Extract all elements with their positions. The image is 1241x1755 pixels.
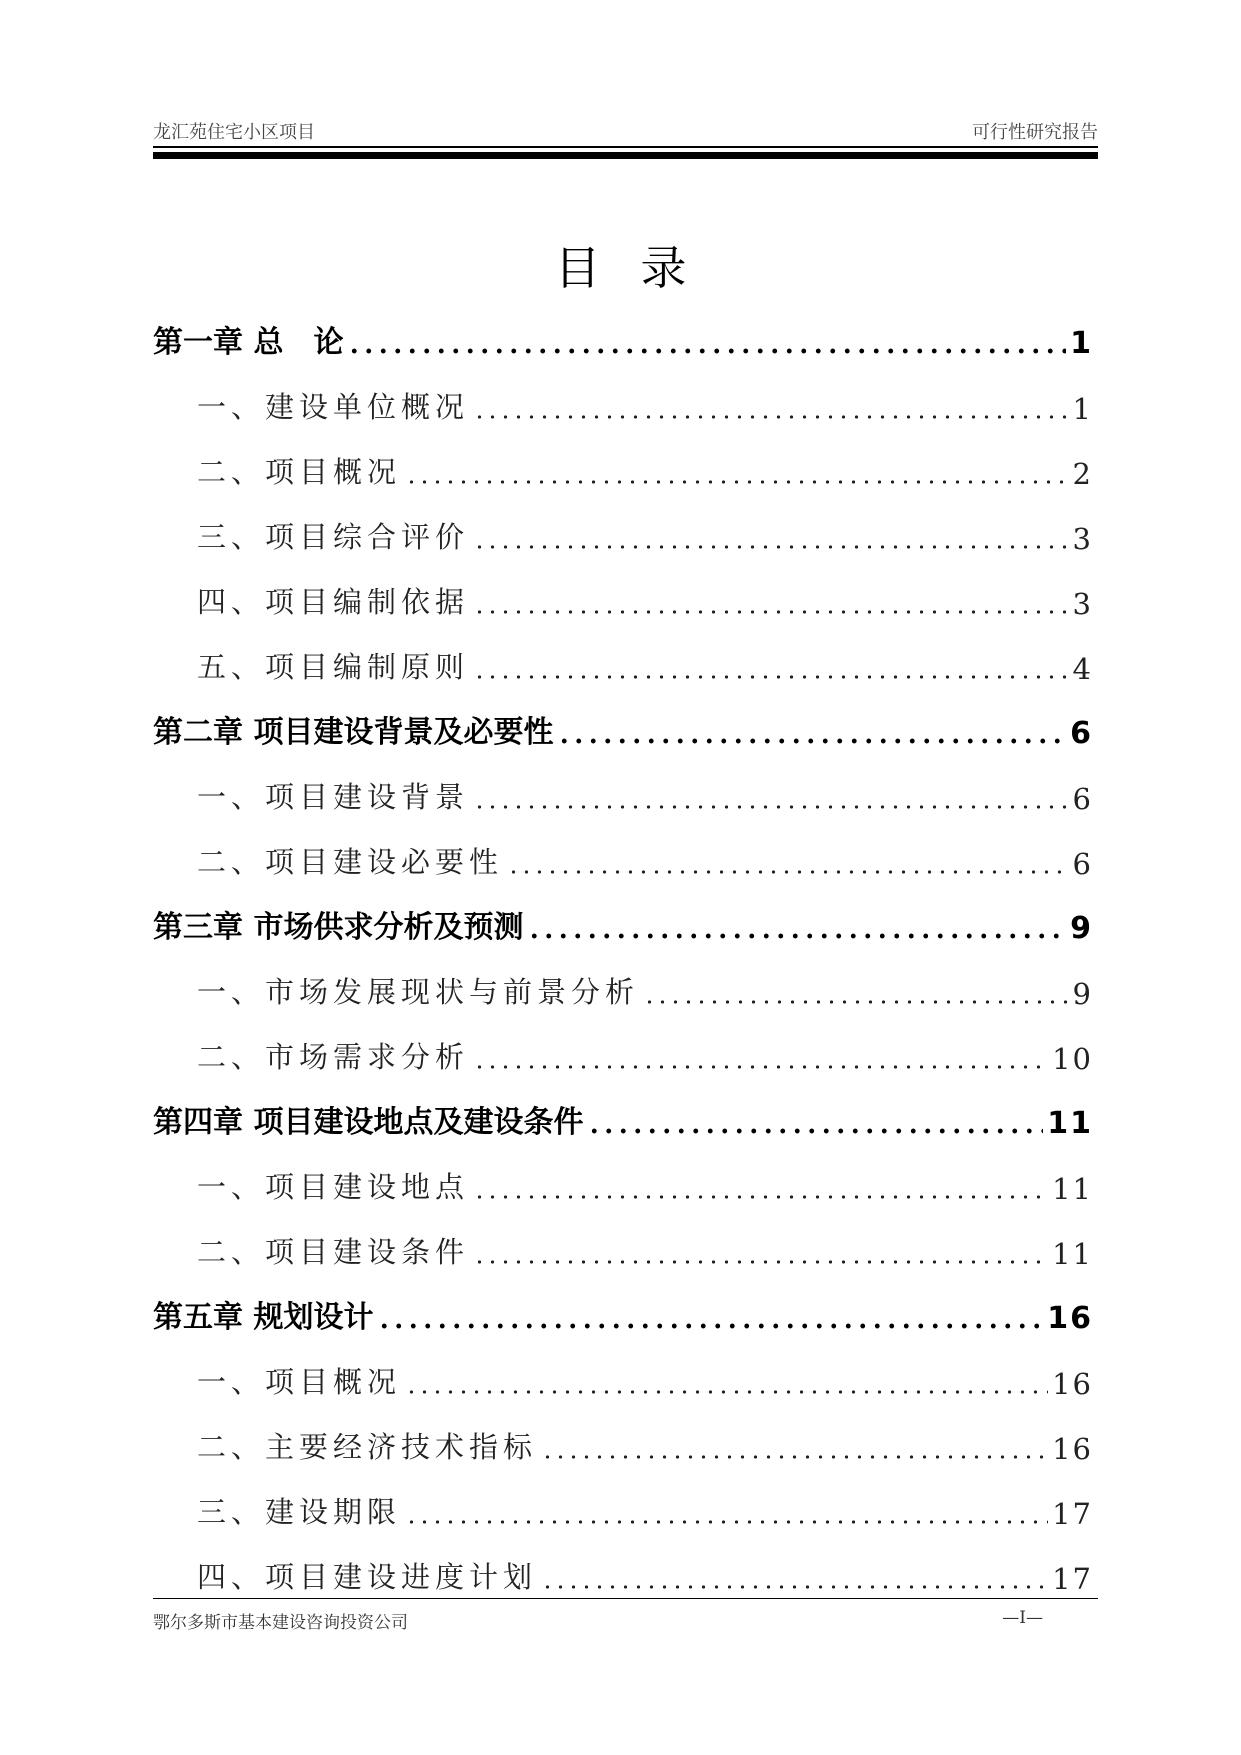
- page-number: —I—: [1002, 1608, 1043, 1628]
- toc-entry-page-number: 9: [1072, 977, 1093, 1011]
- toc-entry-page-number: 16: [1052, 1367, 1093, 1401]
- toc-entry-label: 一、市场发展现状与前景分析: [197, 975, 640, 1009]
- toc-entry-page-number: 11: [1052, 1237, 1093, 1271]
- toc-section-entry[interactable]: [153, 491, 1093, 556]
- toc-section-entry[interactable]: [153, 751, 1093, 816]
- toc-chapter-entry[interactable]: [153, 1076, 1093, 1141]
- dot-leader: [473, 1260, 1048, 1264]
- toc-entry-label: 第一章 总 论: [153, 325, 344, 360]
- dot-leader: [473, 675, 1069, 679]
- toc-entry-page-number: 3: [1072, 522, 1093, 556]
- toc-entry-label: 四、项目建设进度计划: [197, 1560, 538, 1594]
- dot-leader: [473, 805, 1069, 809]
- dot-leader: [405, 480, 1069, 484]
- toc-entry-label: 第四章 项目建设地点及建设条件: [153, 1105, 584, 1140]
- toc-entry-page-number: 17: [1052, 1562, 1093, 1596]
- dot-leader: [473, 545, 1069, 549]
- dot-leader: [405, 1520, 1048, 1524]
- toc-entry-label: 二、主要经济技术指标: [197, 1430, 538, 1464]
- page-footer: [153, 1604, 1098, 1634]
- dot-leader: [643, 1000, 1069, 1004]
- toc-section-entry[interactable]: [153, 1401, 1093, 1466]
- dot-leader: [541, 1585, 1048, 1589]
- toc-chapter-entry[interactable]: [153, 1271, 1093, 1336]
- header-document-type: 可行性研究报告: [972, 122, 1098, 143]
- dot-leader: [377, 1323, 1043, 1329]
- toc-entry-page-number: 3: [1072, 587, 1093, 621]
- toc-entry-page-number: 1: [1072, 392, 1093, 426]
- dot-leader: [473, 1195, 1048, 1199]
- dot-leader: [347, 348, 1066, 354]
- dot-leader: [527, 933, 1066, 939]
- footer-company-name: 鄂尔多斯市基本建设咨询投资公司: [153, 1613, 408, 1633]
- toc-entry-page-number: 16: [1047, 1301, 1093, 1336]
- toc-entry-page-number: 11: [1052, 1172, 1093, 1206]
- toc-section-entry[interactable]: [153, 1206, 1093, 1271]
- toc-chapter-entry[interactable]: [153, 686, 1093, 751]
- toc-section-entry[interactable]: [153, 1141, 1093, 1206]
- toc-section-entry[interactable]: [153, 426, 1093, 491]
- toc-entry-label: 五、项目编制原则: [197, 650, 470, 684]
- toc-section-entry[interactable]: [153, 1531, 1093, 1596]
- toc-section-entry[interactable]: [153, 556, 1093, 621]
- header-rule-thick: [153, 152, 1098, 159]
- toc-section-entry[interactable]: [153, 946, 1093, 1011]
- toc-entry-label: 四、项目编制依据: [197, 585, 470, 619]
- toc-entry-page-number: 6: [1072, 782, 1093, 816]
- toc-entry-label: 一、建设单位概况: [197, 390, 470, 424]
- toc-entry-label: 三、建设期限: [197, 1495, 402, 1529]
- toc-entry-label: 二、市场需求分析: [197, 1040, 470, 1074]
- toc-entry-label: 第三章 市场供求分析及预测: [153, 910, 524, 945]
- header-project-name: 龙汇苑住宅小区项目: [153, 122, 315, 143]
- toc-entry-page-number: 2: [1072, 457, 1093, 491]
- toc-chapter-entry[interactable]: [153, 881, 1093, 946]
- page-header: [153, 112, 1098, 143]
- toc-entry-label: 一、项目建设地点: [197, 1170, 470, 1204]
- toc-entry-label: 一、项目建设背景: [197, 780, 470, 814]
- toc-entry-label: 一、项目概况: [197, 1365, 402, 1399]
- toc-entry-label: 第五章 规划设计: [153, 1300, 374, 1335]
- toc-entry-page-number: 6: [1072, 847, 1093, 881]
- dot-leader: [507, 870, 1069, 874]
- toc-entry-page-number: 16: [1052, 1432, 1093, 1466]
- toc-section-entry[interactable]: [153, 361, 1093, 426]
- toc-section-entry[interactable]: [153, 1011, 1093, 1076]
- toc-entry-page-number: 9: [1070, 911, 1093, 946]
- header-rule-thin: [153, 146, 1098, 148]
- toc-section-entry[interactable]: [153, 1336, 1093, 1401]
- toc-entry-label: 二、项目概况: [197, 455, 402, 489]
- toc-section-entry[interactable]: [153, 816, 1093, 881]
- toc-title: 目录: [554, 241, 727, 295]
- toc-section-entry[interactable]: [153, 1466, 1093, 1531]
- toc-chapter-entry[interactable]: [153, 296, 1093, 361]
- dot-leader: [473, 610, 1069, 614]
- toc-entry-page-number: 6: [1070, 716, 1093, 751]
- toc-entry-page-number: 11: [1047, 1106, 1093, 1141]
- toc-entry-page-number: 1: [1070, 326, 1093, 361]
- dot-leader: [541, 1455, 1048, 1459]
- toc-entry-label: 三、项目综合评价: [197, 520, 470, 554]
- dot-leader: [473, 415, 1069, 419]
- toc-entry-label: 二、项目建设必要性: [197, 845, 504, 879]
- toc-entry-page-number: 10: [1052, 1042, 1093, 1076]
- toc-entry-page-number: 4: [1072, 652, 1093, 686]
- toc-entry-label: 第二章 项目建设背景及必要性: [153, 715, 554, 750]
- dot-leader: [587, 1128, 1043, 1134]
- table-of-contents: [153, 296, 1093, 1596]
- toc-entry-label: 二、项目建设条件: [197, 1235, 470, 1269]
- footer-rule: [153, 1598, 1098, 1599]
- dot-leader: [473, 1065, 1048, 1069]
- dot-leader: [405, 1390, 1048, 1394]
- toc-entry-page-number: 17: [1052, 1497, 1093, 1531]
- toc-section-entry[interactable]: [153, 621, 1093, 686]
- dot-leader: [557, 738, 1066, 744]
